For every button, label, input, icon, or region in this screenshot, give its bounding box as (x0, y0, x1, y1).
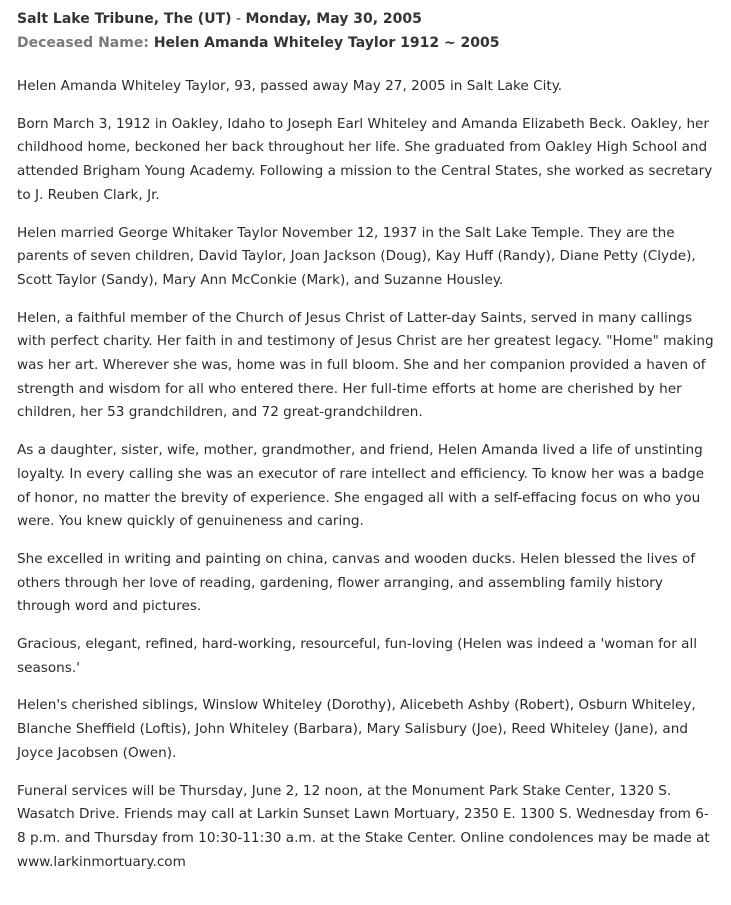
publication-line (17, 7, 717, 31)
paragraph-siblings: Helen's cherished siblings, Winslow Whiteley (Dorothy), Alicebeth Ashby (Robert), Osburn Whiteley, Blanche Sheffield (Loftis), John Whiteley (Barbara), Mary Salisbury (Joe), Reed Whiteley (Jane), and Joyce Jacobsen (Owen). (17, 697, 696, 761)
deceased-label: Deceased Name: (17, 35, 149, 51)
paragraph-qualities: Gracious, elegant, refined, hard-working, resourceful, fun-loving (Helen was indeed a 'woman for all seasons.' (17, 636, 698, 676)
publication-date: Monday, May 30, 2005 (245, 11, 422, 27)
publication-separator: - (231, 11, 246, 27)
paragraph-services: Funeral services will be Thursday, June 2, 12 noon, at the Monument Park Stake Center, 1320 S. Wasatch Drive. Friends may call at Larkin Sunset Lawn Mortuary, 2350 E. 1300 S. Wednesday from 6-8 p.m. and Thursday from 10:30-11:30 a.m. at the Stake Center. Online condolences may be made at www.larkinmortuary.com (17, 782, 710, 870)
paragraph-faith: Helen, a faithful member of the Church of Jesus Christ of Latter-day Saints, served in many callings with perfect charity. Her faith in and testimony of Jesus Christ are her greatest legacy. "Home" making was her art. Wherever she was, home was in full bloom. She and her companion provided a haven of strength and wisdom for all who entered there. Her full-time efforts at home are cherished by her children, her 53 grandchildren, and 72 great-grandchildren. (17, 309, 714, 421)
deceased-name: Helen Amanda Whiteley Taylor 1912 ~ 2005 (153, 35, 500, 51)
paragraph-intro: Helen Amanda Whiteley Taylor, 93, passed away May 27, 2005 in Salt Lake City. (17, 78, 563, 94)
paragraph-character: As a daughter, sister, wife, mother, grandmother, and friend, Helen Amanda lived a life of unstinting loyalty. In every calling she was an executor of rare intellect and efficiency. To know her was a badge of honor, no matter the brevity of experience. She engaged all with a self-effacing focus on who you were. You knew quickly of genuineness and caring. (17, 442, 705, 530)
paragraph-marriage-children: Helen married George Whitaker Taylor November 12, 1937 in the Salt Lake Temple. They are the parents of seven children, David Taylor, Joan Jackson (Doug), Kay Huff (Randy), Diane Petty (Clyde), Scott Taylor (Sandy), Mary Ann McConkie (Mark), and Suzanne Housley. (17, 224, 696, 288)
paragraph-hobbies: She excelled in writing and painting on china, canvas and wooden ducks. Helen blessed the lives of others through her love of reading, gardening, flower arranging, and assembling family history through word and pictures. (17, 550, 696, 615)
publication-source: Salt Lake Tribune, The (UT) (17, 11, 232, 27)
deceased-line (17, 31, 717, 55)
paragraph-early-life: Born March 3, 1912 in Oakley, Idaho to Joseph Earl Whiteley and Amanda Elizabeth Beck. Oakley, her childhood home, beckoned her back throughout her life. She graduated from Oakley High School and attended Brigham Young Academy. Following a mission to the Central States, she worked as secretary to J. Reuben Clark, Jr. (17, 115, 713, 203)
obituary-body (17, 75, 717, 874)
